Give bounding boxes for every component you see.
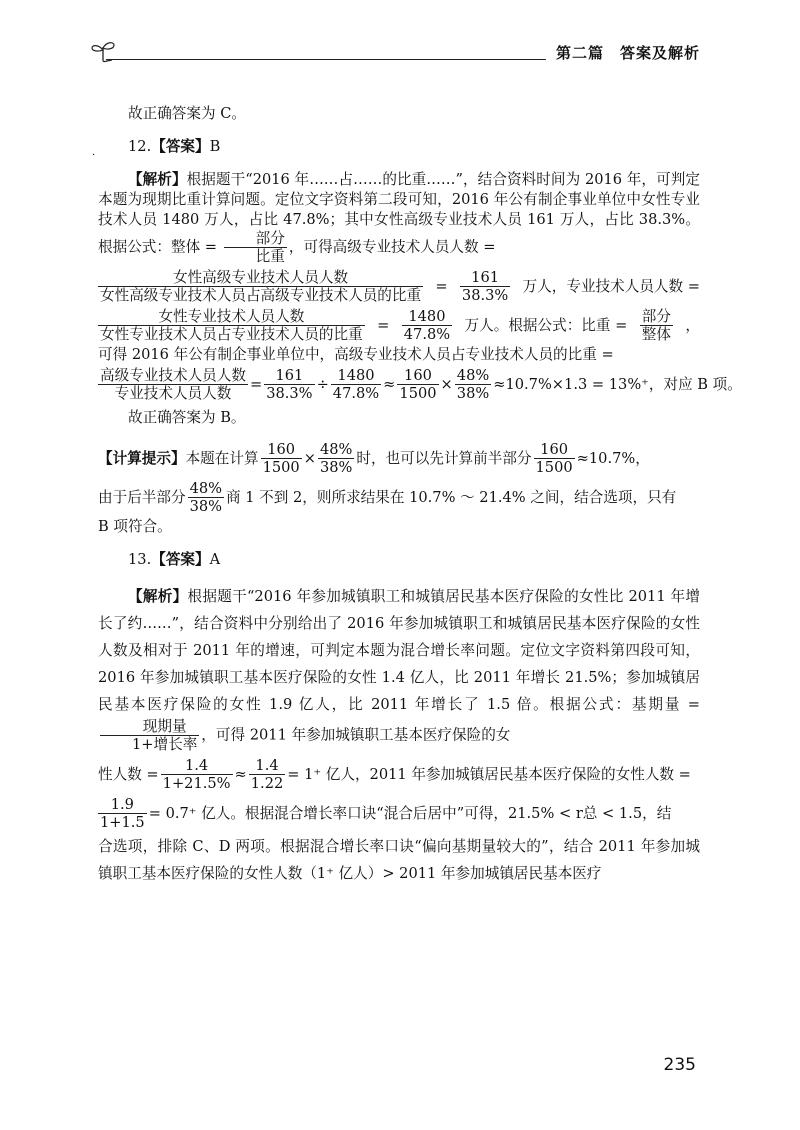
page-content [98,104,742,887]
q13-answer [98,550,700,570]
fraction-whole: $\frac{\text{部分}}{\text{比重}}$ [224,230,287,265]
q12-analysis [98,170,700,265]
answer-value: B [209,138,221,155]
q12-number: 12. [128,138,152,155]
calc-tip-line-1: 【计算提示】 本题在计算 $\frac{160}{1500}$ × $\frac{48\%}{38\%}$ 时，也可以先计算前半部分 $\frac{160}{1500}$ ≈10.7%， [98,441,650,476]
q13-analysis [98,583,700,753]
fraction-base: $\frac{\text{现期量}}{\text{1+增长率}}$ [100,718,199,753]
fraction-professional: $\frac{\text{女性专业技术人员人数}}{\text{女性专业技术人员占专业技术人员的比重}}$ [100,308,363,343]
fraction-1-4a: $\frac{1.4}{1+21.5\%}$ [162,757,231,792]
tip-fraction-2: $\frac{48\%}{38\%}$ [319,441,353,476]
q12-conclusion: 故正确答案为 B。 [128,409,246,426]
fraction-b: $\frac{1480}{47.8\%}$ [332,367,380,402]
q13-analysis-cont: 合选项，排除 C、D 两项。根据混合增长率口诀“偏向基期量较大的”，结合 2011 年参加城镇职工基本医疗保险的女性人数（1⁺ 亿人）> 2011 年参加城镇居民基本医疗 [98,838,700,882]
fraction-c: $\frac{160}{1500}$ [399,367,437,402]
answer-tag: 【答案】 [151,138,210,155]
margin-mark: · [92,150,96,161]
analysis-tag: 【解析】 [128,171,187,188]
formula-line-2: $\frac{\text{女性专业技术人员人数}}{\text{女性专业技术人员占专业技术人员的比重}}$ = $\frac{1480}{47.8\%}$ 万人。根据公式：比重 = $\frac{\text{部分}}{\text{整体}}$ ， [100,308,700,343]
fraction-161: $\frac{161}{38.3\%}$ [461,269,509,304]
fraction-d: $\frac{48\%}{38\%}$ [456,367,490,402]
analysis-tag: 【解析】 [128,588,188,605]
fraction-a: $\frac{161}{38.3\%}$ [266,367,313,402]
fraction-1-9: $\frac{1.9}{1+1.5}$ [100,796,145,831]
fraction-ratio: $\frac{\text{部分}}{\text{整体}}$ [641,308,671,343]
analysis-text: 根据题干“2016 年……占……的比重……”，结合资料时间为 2016 年，可判定本题为现期比重计算问题。定位文字资料第二段可知，2016 年公有制企事业单位中女性专业技术人员 1480 万人，占比 47.8%；其中女性高级专业技术人员 161 万人，占比 38.3%。根据公式：整体 = [98,171,700,256]
analysis-line-4: 可得 2016 年公有制企事业单位中，高级专业技术人员占专业技术人员的比重 = [98,346,614,363]
calc-tip-line-2: 由于后半部分 $\frac{48\%}{38\%}$ 商 1 不到 2，则所求结果在 10.7% ～ 21.4% 之间，结合选项，只有 [98,480,677,515]
page-header [88,38,700,68]
page-number: 235 [663,1055,696,1075]
fraction-senior: $\frac{\text{女性高级专业技术人员人数}}{\text{女性高级专业技术人员占高级专业技术人员的比重}}$ [100,269,422,304]
tip-fraction-1: $\frac{160}{1500}$ [262,441,300,476]
calc-tip-tag: 【计算提示】 [98,449,186,467]
formula-line-3: $\frac{\text{高级专业技术人员人数}}{\text{专业技术人员人数}}$ = $\frac{161}{38.3\%}$ ÷ $\frac{1480}{47.8\%}$ ≈ $\frac{160}{1500}$ × $\frac{48\%}{38\%}$ ≈10.7%×1.3 = 13%⁺，对应 B 项。 [100,367,742,402]
q13-number: 13. [128,551,152,568]
q13-formula-line-1: 性人数 = $\frac{1.4}{1+21.5\%}$ ≈ $\frac{1.4}{1.22}$ = 1⁺ 亿人，2011 年参加城镇居民基本医疗保险的女性人数 = [98,757,691,792]
answer-tag: 【答案】 [151,551,210,568]
q11-conclusion: 故正确答案为 C。 [128,105,246,122]
fraction-ratio2: $\frac{\text{高级专业技术人员人数}}{\text{专业技术人员人数}}$ [100,367,246,402]
analysis-text: 根据题干“2016 年参加城镇职工和城镇居民基本医疗保险的女性比 2011 年增长了约……”，结合资料中分别给出了 2016 年参加城镇职工和城镇居民基本医疗保险的女性人数及相对于 2011 年的增速，可判定本题为混合增长率问题。定位文字资料第四段可知，2016 年参加城镇职工基本医疗保险的女性 1.4 亿人，比 2011 年增长 21.5%；参加城镇居民基本医疗保险的女性 1.9 亿人，比 2011 年增长了 1.5 倍。根据公式：基期量 = [98,588,700,713]
header-title: 第二篇 答案及解析 [546,42,700,63]
formula-line-1: $\frac{\text{女性高级专业技术人员人数}}{\text{女性高级专业技术人员占高级专业技术人员的比重}}$ = $\frac{161}{38.3\%}$ 万人，专业技术人员人数 = [100,269,700,304]
tip-fraction-3: $\frac{160}{1500}$ [535,441,573,476]
answer-value: A [209,551,221,568]
analysis-text: ，可得 2011 年参加城镇职工基本医疗保险的女 [201,726,511,744]
q12-answer [98,137,700,157]
analysis-text: ，可得高级专业技术人员人数 = [288,238,496,256]
sprout-icon [88,38,118,66]
fraction-1-4b: $\frac{1.4}{1.22}$ [250,757,284,792]
calc-tip-line-3: B 项符合。 [98,518,172,535]
q13-formula-line-2: $\frac{1.9}{1+1.5}$ = 0.7⁺ 亿人。根据混合增长率口诀“混合后居中”可得，21.5% < r总 < 1.5，结 [100,796,672,831]
tip-fraction-4: $\frac{48\%}{38\%}$ [189,480,223,515]
fraction-1480: $\frac{1480}{47.8\%}$ [403,308,451,343]
